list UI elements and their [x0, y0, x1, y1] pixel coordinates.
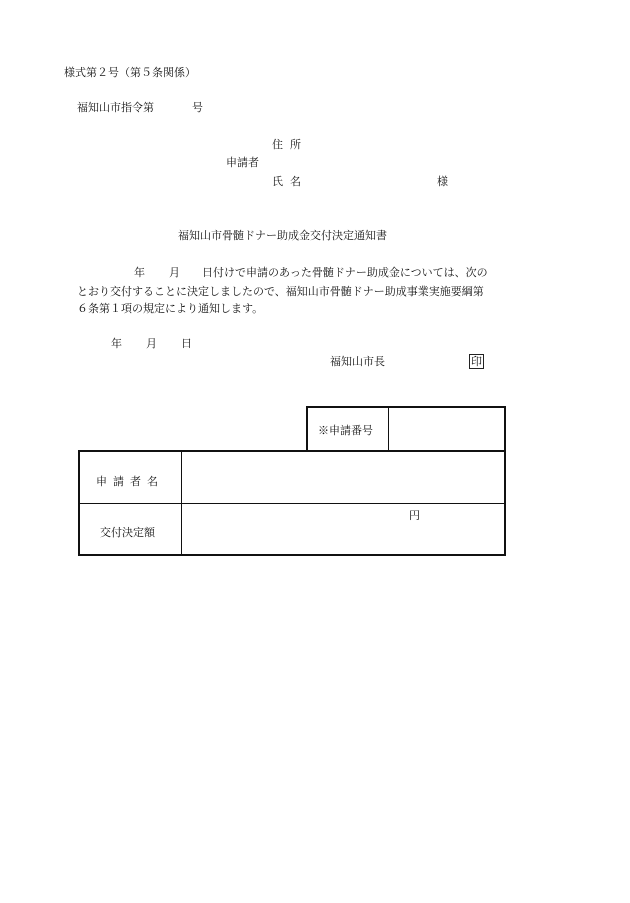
honorific: 様	[437, 175, 448, 188]
name-label: 氏名	[272, 175, 308, 188]
issuer-mayor: 福知山市長	[330, 355, 385, 368]
applicant-label: 申請者	[226, 156, 259, 169]
applicant-name-label: 申請者名	[96, 475, 164, 488]
application-number-label: ※申請番号	[318, 424, 373, 437]
body-line-1-text: 日付けで申請のあった骨髄ドナー助成金については、次の	[202, 266, 488, 279]
date-day: 日	[181, 337, 192, 350]
grant-amount-label: 交付決定額	[100, 526, 155, 539]
application-number-divider	[388, 408, 389, 450]
body-line-2: とおり交付することに決定しましたので、福知山市骨髄ドナー助成事業実施要綱第	[77, 285, 484, 298]
body-year: 年	[134, 266, 145, 279]
body-month: 月	[169, 266, 180, 279]
body-line-3: ６条第１項の規定により通知します。	[77, 302, 264, 315]
grant-table-horizontal-rule	[80, 503, 504, 504]
date-month: 月	[146, 337, 157, 350]
address-label: 住所	[272, 138, 308, 151]
instruction-number-label: 福知山市指令第	[77, 101, 154, 114]
document-title: 福知山市骨髄ドナー助成金交付決定通知書	[178, 229, 387, 242]
form-code: 様式第２号（第５条関係）	[64, 66, 196, 79]
yen-unit: 円	[409, 509, 420, 522]
date-year: 年	[111, 337, 122, 350]
application-number-box	[306, 406, 506, 452]
grant-table	[78, 450, 506, 556]
seal-mark: 印	[471, 355, 482, 368]
body-line-1	[77, 266, 488, 280]
issue-date	[111, 337, 192, 351]
instruction-number-suffix: 号	[192, 101, 203, 114]
